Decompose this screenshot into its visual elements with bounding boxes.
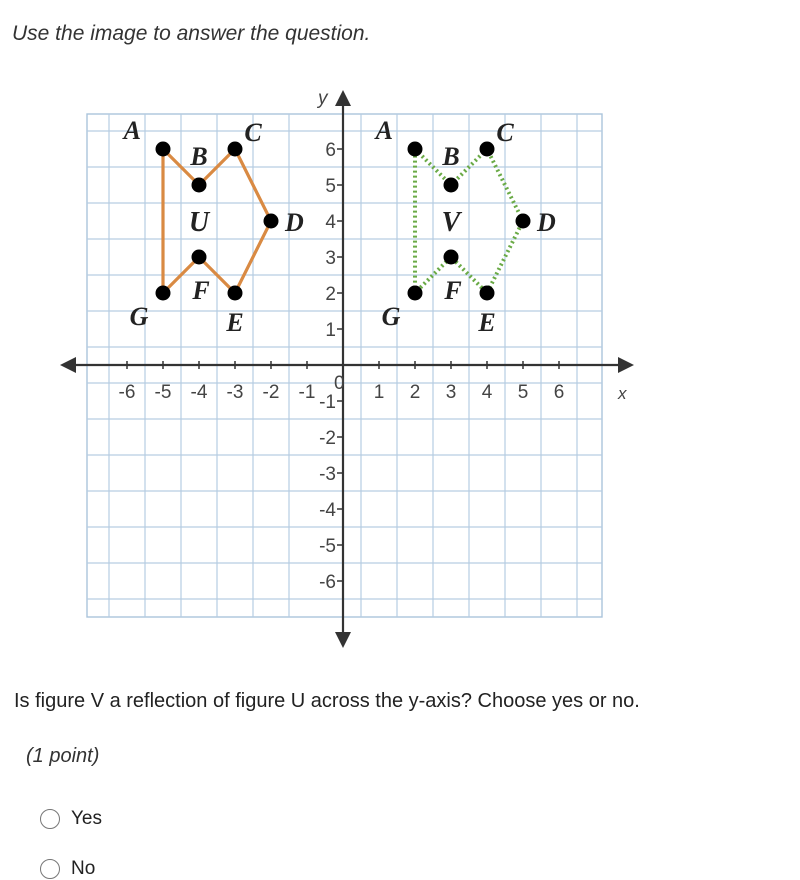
figure_v-vertex-label: C <box>496 118 514 147</box>
y-tick-label: 5 <box>325 176 336 197</box>
y-tick-label: -3 <box>319 464 336 485</box>
y-tick-label: -6 <box>319 572 336 593</box>
option-yes[interactable] <box>40 808 102 830</box>
figure-v <box>374 116 556 337</box>
y-axis-label: y <box>318 88 328 109</box>
y-tick-label: -4 <box>319 500 336 521</box>
y-tick-label: 3 <box>325 248 336 269</box>
y-tick-label: -2 <box>319 428 336 449</box>
origin-label: 0 <box>334 373 345 394</box>
x-axis-arrow-right <box>618 357 634 373</box>
figure_v-vertex-label: B <box>442 142 460 171</box>
radio-button-no[interactable] <box>40 859 60 879</box>
figure_u-vertex-label: D <box>285 208 304 237</box>
figure_u-vertex-f <box>192 250 207 265</box>
figure_u-vertex-label: G <box>129 302 149 331</box>
x-tick-label: -3 <box>226 382 244 403</box>
axes <box>60 88 634 648</box>
x-tick-label: -6 <box>118 382 136 403</box>
figure_u-vertex-label: C <box>244 118 262 147</box>
coordinate-graph <box>0 80 800 660</box>
y-tick-label: 2 <box>325 284 336 305</box>
option-yes-label: Yes <box>71 808 102 829</box>
figure_v-vertex-label: F <box>444 276 462 305</box>
figure-u <box>122 116 304 337</box>
figure_u-vertex-label: B <box>190 142 208 171</box>
figure_v-vertex-g <box>408 286 423 301</box>
figure_v-vertex-b <box>444 178 459 193</box>
figure_u-vertex-label: A <box>123 116 141 145</box>
figure_v-vertex-a <box>408 142 423 157</box>
x-tick-label: 1 <box>373 382 385 403</box>
y-axis-arrow-down <box>335 632 351 648</box>
y-tick-label: 1 <box>325 320 336 341</box>
figure_u-vertex-c <box>228 142 243 157</box>
figure_u-vertex-a <box>156 142 171 157</box>
y-tick-label: -1 <box>319 392 336 413</box>
x-tick-label: 4 <box>481 382 493 403</box>
instruction-text: Use the image to answer the question. <box>12 22 371 45</box>
figure_v-vertex-d <box>516 214 531 229</box>
figure_u-vertex-b <box>192 178 207 193</box>
figure_v-vertex-label: D <box>537 208 556 237</box>
x-tick-label: 6 <box>553 382 565 403</box>
x-tick-label: 3 <box>445 382 457 403</box>
tick-labels <box>119 140 565 593</box>
x-tick-label: 5 <box>517 382 529 403</box>
y-axis-arrow-up <box>335 90 351 106</box>
figure_u-vertex-d <box>264 214 279 229</box>
y-tick-label: -5 <box>319 536 336 557</box>
figure_v-vertex-label: E <box>478 308 496 337</box>
x-tick-label: -2 <box>262 382 280 403</box>
figure_v-vertex-f <box>444 250 459 265</box>
y-tick-label: 6 <box>325 140 336 161</box>
figure_v-vertex-label: A <box>375 116 393 145</box>
x-axis-label: x <box>618 384 627 403</box>
figure_v-vertex-label: G <box>381 302 401 331</box>
x-tick-label: -5 <box>154 382 172 403</box>
option-no[interactable] <box>40 858 95 880</box>
points-text: (1 point) <box>26 745 100 767</box>
option-no-label: No <box>71 858 96 879</box>
question-text: Is figure V a reflection of figure U across the y-axis? Choose yes or no. <box>14 690 640 712</box>
figure_u-name-label: U <box>188 207 210 238</box>
radio-button-yes[interactable] <box>40 809 60 829</box>
x-tick-label: 2 <box>409 382 421 403</box>
x-tick-label: -1 <box>298 382 316 403</box>
figure_u-vertex-g <box>156 286 171 301</box>
y-tick-label: 4 <box>325 212 336 233</box>
x-tick-label: -4 <box>190 382 208 403</box>
figure_u-vertex-label: E <box>226 308 244 337</box>
figure_v-name-label: V <box>441 207 461 238</box>
figure_u-vertex-label: F <box>192 276 210 305</box>
figure_v-vertex-e <box>480 286 495 301</box>
x-axis-arrow-left <box>60 357 76 373</box>
figure_v-vertex-c <box>480 142 495 157</box>
figure_u-vertex-e <box>228 286 243 301</box>
